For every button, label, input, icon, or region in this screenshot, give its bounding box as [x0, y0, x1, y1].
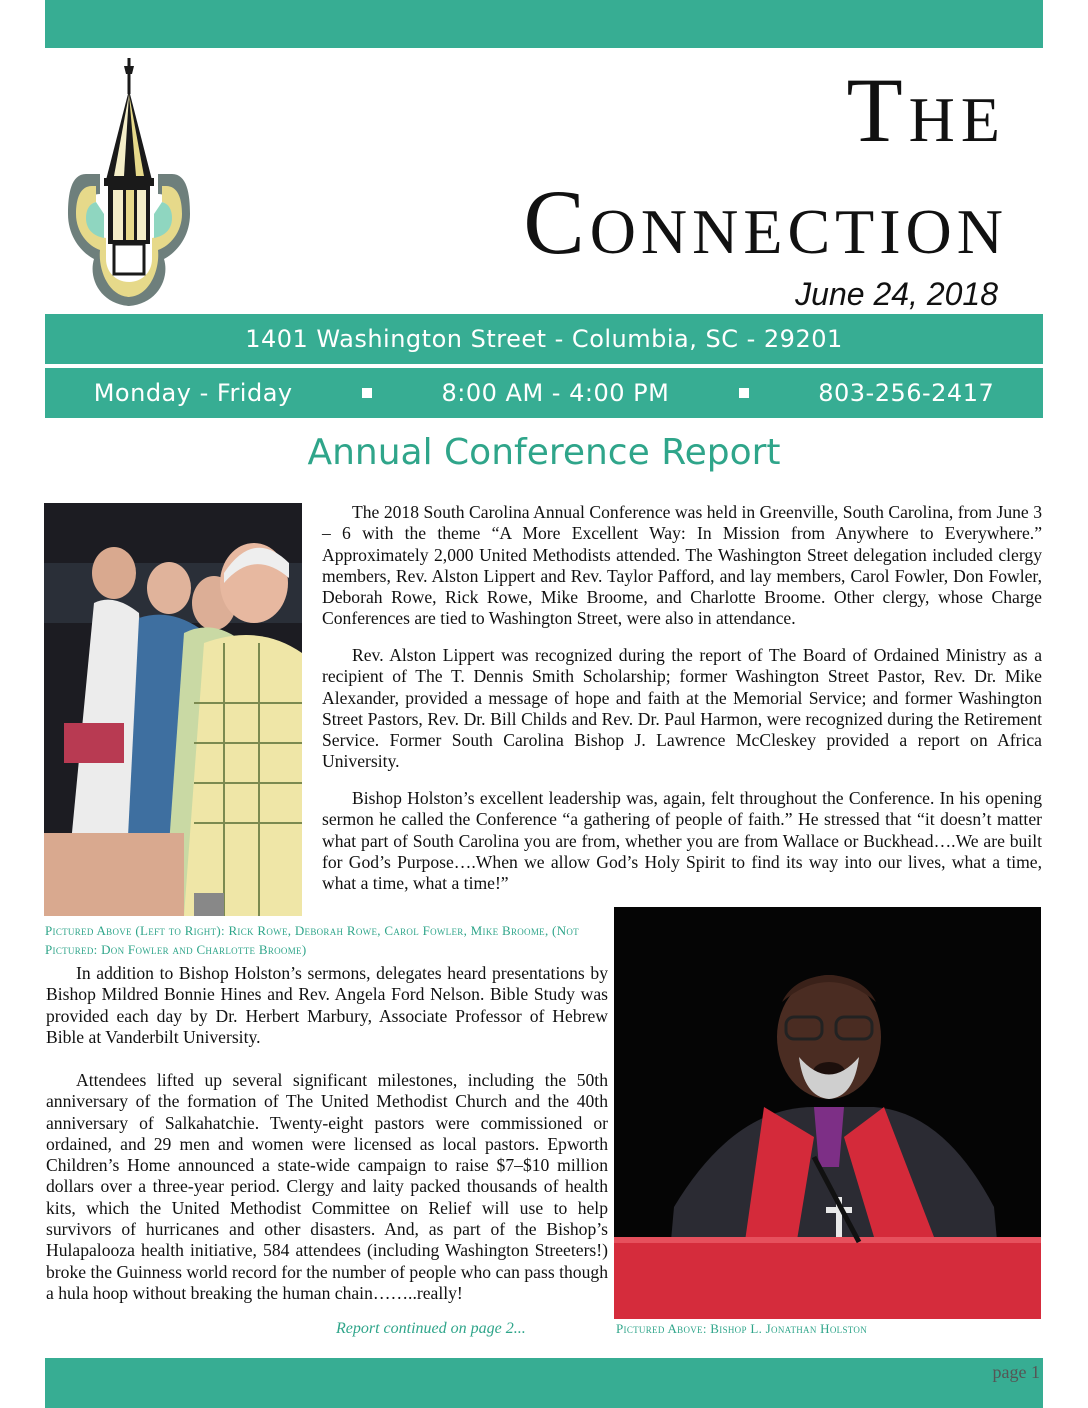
masthead-title-line2: Connection: [523, 171, 1008, 273]
office-days: Monday - Friday: [93, 379, 293, 407]
article-paragraph: Attendees lifted up several significant milestones, including the 50th anniversary of the formation of The United Methodist Church and the 40th anniversary of Salkahatchie. Twenty-eight pastors were commissioned or ordained, and 29 men and women were licensed as local pastors. Epworth Children’s Home announced a state-wide campaign to raise $7–$10 million dollars over a three-year period. Clergy and laity packed thousands of health kits, which the United Methodist Committee on Relief will use to help survivors of hurricanes and other disasters. And, as part of the Bishop’s Hulapalooza health initiative, 584 attendees (including Washington Streeters!) broke the Guinness world record for the number of people who can pass though a hula hoop without breaking the human chain……..really!: [46, 1070, 608, 1303]
continued-note: Report continued on page 2...: [336, 1320, 526, 1337]
church-steeple-logo: [66, 54, 192, 312]
church-address: 1401 Washington Street - Columbia, SC - 29201: [245, 325, 843, 353]
article-paragraph: The 2018 South Carolina Annual Conference was held in Greenville, South Carolina, from June 3 – 6 with the theme “A More Excellent Way: In Mission from Anywhere to Everywhere.” Approximately 2,000 United Methodists attended. The Washington Street delegation included clergy members, Rev. Alston Lippert and Rev. Taylor Pafford, and lay members, Carol Fowler, Don Fowler, Deborah Rowe, Rick Rowe, Mike Broome, and Charlotte Broome. Other clergy, whose Charge Conferences are tied to Washington Street, were also in attendance.: [322, 502, 1042, 629]
article-paragraph: In addition to Bishop Holston’s sermons, delegates heard presentations by Bishop Mildred Bonnie Hines and Rev. Angela Ford Nelson. Bible Study was provided each day by Dr. Herbert Marbury, Associate Professor of Hebrew Bible at Vanderbilt University.: [46, 963, 608, 1047]
page-number: page 1: [992, 1362, 1040, 1382]
article-paragraph: Bishop Holston’s excellent leadership was, again, felt throughout the Conference. In his opening sermon he called the Conference “a gathering of people of faith.” He stressed that “it doesn’t matter what part of South Carolina you are from, whether you are from Wallace or Buckhead….We are built for God’s Purpose….When we allow God’s Holy Spirit to find its way into our lives, what a time, what a time, what a time!”: [322, 788, 1042, 894]
hours-bar: [45, 368, 1043, 418]
masthead-title-line1: The: [846, 59, 1006, 161]
delegates-photo: [44, 503, 302, 916]
issue-date: June 24, 2018: [795, 276, 998, 312]
bottom-band: [45, 1358, 1043, 1408]
bishop-photo-caption: Pictured Above: Bishop L. Jonathan Holston: [616, 1321, 868, 1336]
square-bullet-icon: [739, 388, 749, 398]
office-hours: 8:00 AM - 4:00 PM: [441, 379, 670, 407]
top-band: [45, 0, 1043, 48]
address-bar: [45, 314, 1043, 364]
phone-number: 803-256-2417: [818, 379, 995, 407]
square-bullet-icon: [362, 388, 372, 398]
delegates-photo-caption: Pictured Above (Left to Right): Rick Rowe, Deborah Rowe, Carol Fowler, Mike Broome, (Not Pictured: Don Fowler and Charlotte Broome): [45, 923, 579, 957]
article-headline: Annual Conference Report: [307, 432, 781, 473]
article-paragraph: Rev. Alston Lippert was recognized during the report of The Board of Ordained Ministry as a recipient of The T. Dennis Smith Scholarship; former Washington Street Pastor, Rev. Dr. Mike Alexander, provided a message of hope and faith at the Memorial Service; and former Washington Street Pastors, Rev. Dr. Bill Childs and Rev. Dr. Paul Harmon, were recognized during the Retirement Service. Former South Carolina Bishop J. Lawrence McCleskey provided a report on Africa University.: [322, 645, 1042, 772]
bishop-photo: [614, 907, 1041, 1319]
